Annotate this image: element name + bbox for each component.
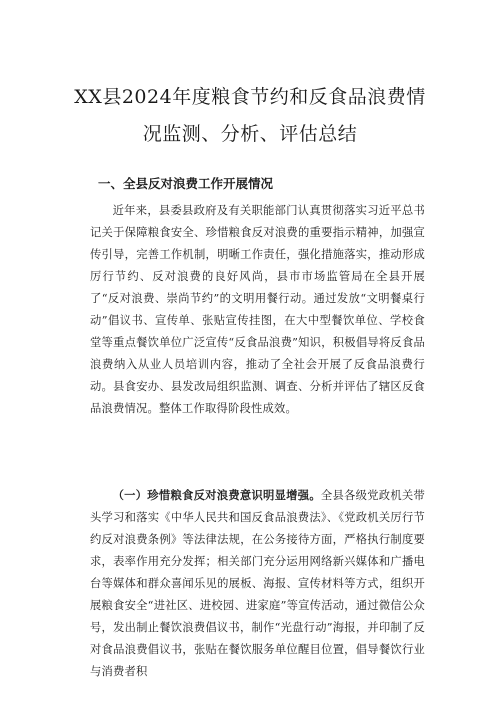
subsection-paragraph xyxy=(90,485,425,683)
section-heading: 一、全县反对浪费工作开展情况 xyxy=(98,176,274,191)
subsection-title: （一）珍惜粮食反对浪费意识明显增强。 xyxy=(112,489,321,502)
document-title-line-1: XX县2024年度粮食节约和反食品浪费情 xyxy=(74,86,426,108)
document-title-line-2: 况监测、分析、评估总结 xyxy=(142,123,358,145)
intro-paragraph: 近年来，县委县政府及有关职能部门认真贯彻落实习近平总书记关于保障粮食安全、珍惜粮食反对浪费的重要指示精神，加强宣传引导，完善工作机制，明晰工作责任，强化措施落实，推动形成厉行节约、反对浪费的良好风尚，县市市场监管局在全县开展了“反对浪费、崇尚节约”的文明用餐行动。通过发放“文明餐桌行动”倡议书、宣传单、张贴宣传挂图，在大中型餐饮单位、学校食堂等重点餐饮单位广泛宣传“反食品浪费”知识，积极倡导将反食品浪费纳入从业人员培训内容，推动了全社会开展了反食品浪费行动。县食安办、县发改局组织监测、调查、分析并评估了辖区反食品浪费情况。整体工作取得阶段性成效。 xyxy=(90,204,425,415)
subsection-body: 全县各级党政机关带头学习和落实《中华人民共和国反食品浪费法》、《党政机关厉行节约反对浪费条例》等法律法规，在公务接待方面，严格执行制度要求，表率作用充分发挥；相关部门充分运用网络新兴媒体和广播电台等媒体和群众喜闻乐见的展板、海报、宣传材料等方式，组织开展粮食安全“进社区、进校园、进家庭”等宣传活动，通过微信公众号，发出制止餐饮浪费倡议书，制作“光盘行动”海报，并印制了反对食品浪费倡议书，张贴在餐饮服务单位醒目位置，倡导餐饮行业与消费者积 xyxy=(90,489,425,678)
